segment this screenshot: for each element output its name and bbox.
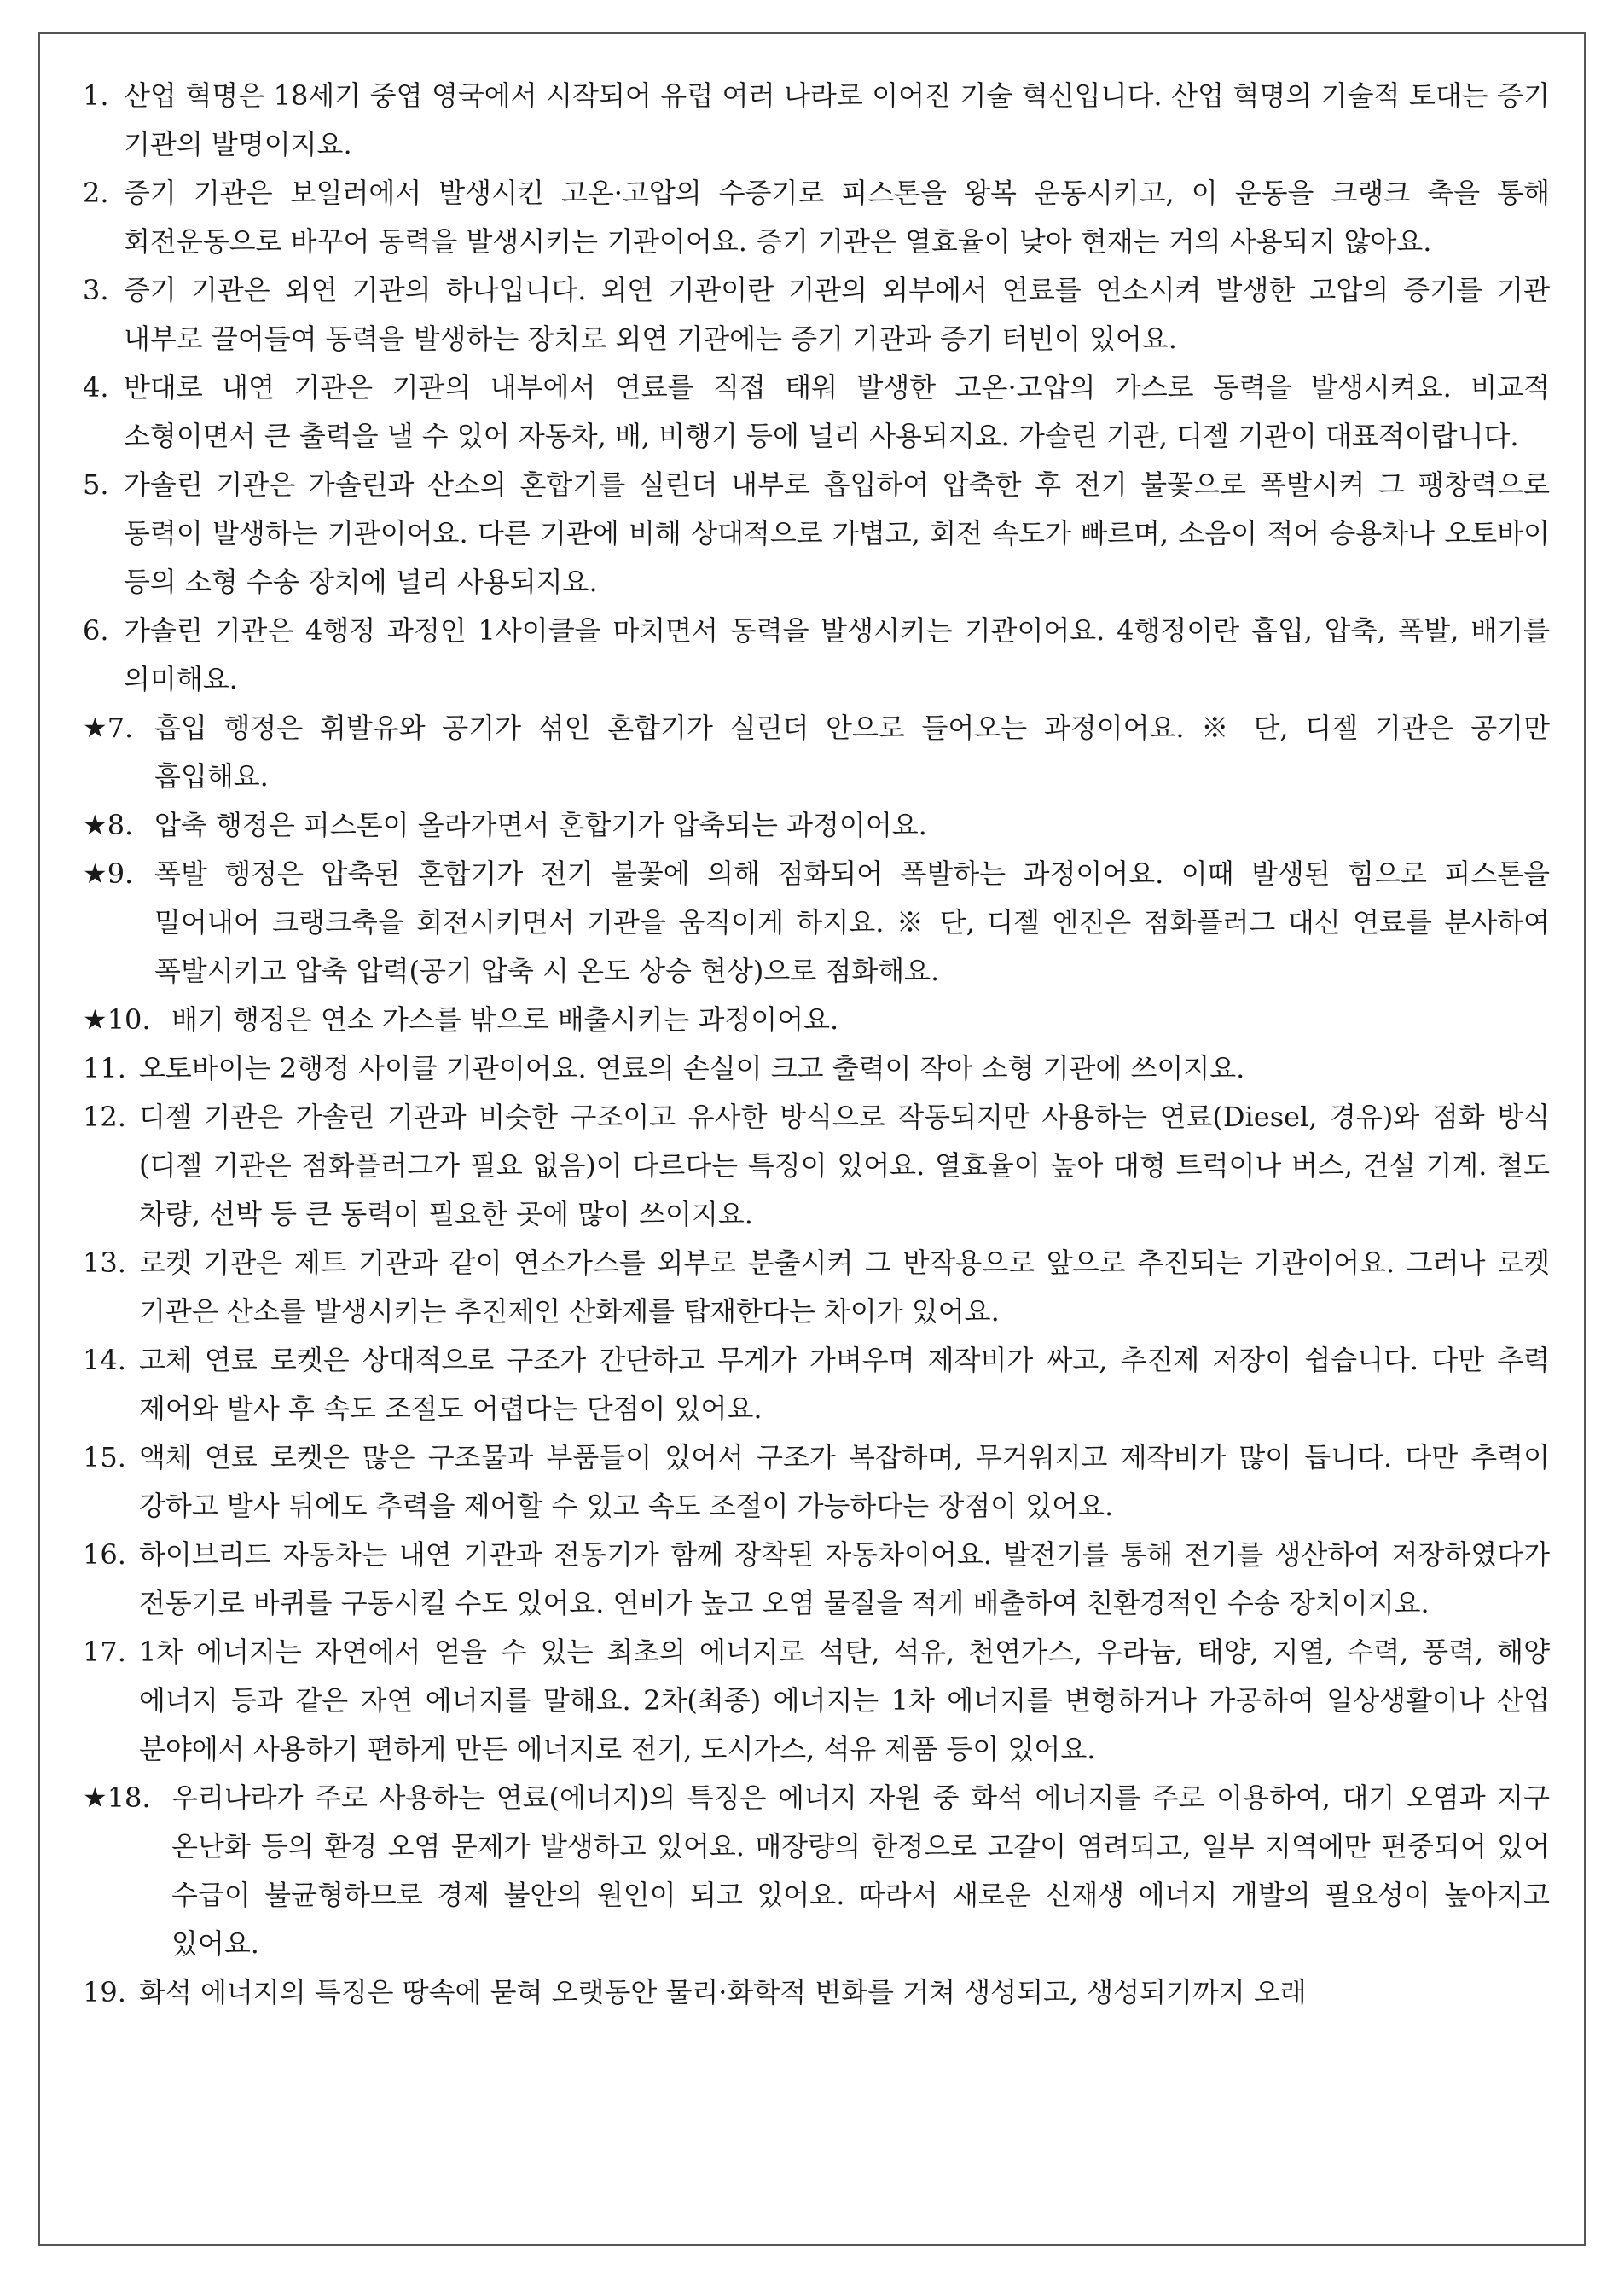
- item-number: 3.: [83, 274, 109, 306]
- starred-item-number: ★10.: [83, 1003, 151, 1036]
- item-text: 증기 기관은 보일러에서 발생시킨 고온·고압의 수증기로 피스톤을 왕복 운동시키고, 이 운동을 크랭크 축을 통해 회전운동으로 바꾸어 동력을 발생시키는 기관이어요. 증기 기관은 열효율이 낮아 현재는 거의 사용되지 않아요.: [124, 177, 1550, 258]
- item-text: 증기 기관은 외연 기관의 하나입니다. 외연 기관이란 기관의 외부에서 연료를 연소시켜 발생한 고압의 증기를 기관 내부로 끌어들여 동력을 발생하는 장치로 외연 기관에는 증기 기관과 증기 터빈이 있어요.: [124, 274, 1550, 355]
- list-item-starred: [83, 850, 1550, 996]
- list-item: [83, 72, 1550, 169]
- item-number: 17.: [83, 1636, 126, 1668]
- item-text: 압축 행정은 피스톤이 올라가면서 혼합기가 압축되는 과정이어요.: [154, 809, 927, 841]
- list-item: [83, 1336, 1550, 1433]
- item-text: 디젤 기관은 가솔린 기관과 비슷한 구조이고 유사한 방식으로 작동되지만 사용하는 연료(Diesel, 경유)와 점화 방식(디젤 기관은 점화플러그가 필요 없음)이 다르다는 특징이 있어요. 열효율이 높아 대형 트럭이나 버스, 건설 기계. 철도 차량, 선박 등 큰 동력이 필요한 곳에 많이 쓰이지요.: [139, 1101, 1551, 1230]
- item-text: 폭발 행정은 압축된 혼합기가 전기 불꽃에 의해 점화되어 폭발하는 과정이어요. 이때 발생된 힘으로 피스톤을 밀어내어 크랭크축을 회전시키면서 기관을 움직이게 하지요. ※ 단, 디젤 엔진은 점화플러그 대신 연료를 분사하여 폭발시키고 압축 압력(공기 압축 시 온도 상승 현상)으로 점화해요.: [154, 857, 1550, 987]
- list-item: [83, 266, 1550, 363]
- item-text: 흡입 행정은 휘발유와 공기가 섞인 혼합기가 실린더 안으로 들어오는 과정이어요. ※ 단, 디젤 기관은 공기만 흡입해요.: [154, 712, 1550, 793]
- item-text: 반대로 내연 기관은 기관의 내부에서 연료를 직접 태워 발생한 고온·고압의 가스로 동력을 발생시켜요. 비교적 소형이면서 큰 출력을 낼 수 있어 자동차, 배, 비행기 등에 널리 사용되지요. 가솔린 기관, 디젤 기관이 대표적이랍니다.: [124, 371, 1550, 452]
- item-text: 고체 연료 로켓은 상대적으로 구조가 간단하고 무게가 가벼우며 제작비가 싸고, 추진제 저장이 쉽습니다. 다만 추력 제어와 발사 후 속도 조절도 어렵다는 단점이 있어요.: [139, 1344, 1550, 1425]
- item-number: 6.: [83, 614, 109, 647]
- item-number: 4.: [83, 371, 109, 404]
- list-item-starred: [83, 996, 1550, 1044]
- list-item-starred: [83, 1774, 1550, 1968]
- item-text: 하이브리드 자동차는 내연 기관과 전동기가 함께 장착된 자동차이어요. 발전기를 통해 전기를 생산하여 저장하였다가 전동기로 바퀴를 구동시킬 수도 있어요. 연비가 높고 오염 물질을 적게 배출하여 친환경적인 수송 장치이지요.: [139, 1538, 1550, 1619]
- item-text: 가솔린 기관은 4행정 과정인 1사이클을 마치면서 동력을 발생시키는 기관이어요. 4행정이란 흡입, 압축, 폭발, 배기를 의미해요.: [124, 614, 1550, 695]
- list-item-starred: [83, 704, 1550, 801]
- item-text: 우리나라가 주로 사용하는 연료(에너지)의 특징은 에너지 자원 중 화석 에너지를 주로 이용하여, 대기 오염과 지구 온난화 등의 환경 오염 문제가 발생하고 있어요. 매장량의 한정으로 고갈이 염려되고, 일부 지역에만 편중되어 있어 수급이 불균형하므로 경제 불안의 원인이 되고 있어요. 따라서 새로운 신재생 에너지 개발의 필요성이 높아지고 있어요.: [171, 1781, 1550, 1960]
- list-item: [83, 1531, 1550, 1628]
- list-item: [83, 1968, 1550, 2017]
- starred-item-number: ★7.: [83, 712, 134, 744]
- item-number: 15.: [83, 1441, 126, 1473]
- item-number: 14.: [83, 1344, 126, 1376]
- list-item: [83, 1239, 1550, 1336]
- item-text: 배기 행정은 연소 가스를 밖으로 배출시키는 과정이어요.: [171, 1003, 839, 1036]
- list-item: [83, 363, 1550, 461]
- starred-item-number: ★9.: [83, 857, 134, 890]
- item-text: 액체 연료 로켓은 많은 구조물과 부품들이 있어서 구조가 복잡하며, 무거워지고 제작비가 많이 듭니다. 다만 추력이 강하고 발사 뒤에도 추력을 제어할 수 있고 속도 조절이 가능하다는 장점이 있어요.: [139, 1441, 1550, 1522]
- item-number: 16.: [83, 1538, 126, 1571]
- list-item: [83, 1628, 1550, 1774]
- item-number: 19.: [83, 1976, 126, 2008]
- note-list: [83, 72, 1550, 2017]
- list-item: [83, 1433, 1550, 1531]
- starred-item-number: ★8.: [83, 809, 134, 841]
- starred-item-number: ★18.: [83, 1781, 151, 1814]
- page-frame: [38, 32, 1586, 2246]
- item-text: 산업 혁명은 18세기 중엽 영국에서 시작되어 유럽 여러 나라로 이어진 기술 혁신입니다. 산업 혁명의 기술적 토대는 증기 기관의 발명이지요.: [124, 79, 1550, 160]
- item-text: 1차 에너지는 자연에서 얻을 수 있는 최초의 에너지로 석탄, 석유, 천연가스, 우라늄, 태양, 지열, 수력, 풍력, 해양 에너지 등과 같은 자연 에너지를 말해요. 2차(최종) 에너지는 1차 에너지를 변형하거나 가공하여 일상생활이나 산업 분야에서 사용하기 편하게 만든 에너지로 전기, 도시가스, 석유 제품 등이 있어요.: [139, 1636, 1550, 1765]
- list-item: [83, 169, 1550, 266]
- item-number: 11.: [83, 1052, 126, 1084]
- list-item: [83, 607, 1550, 704]
- item-number: 13.: [83, 1247, 126, 1279]
- item-text: 로켓 기관은 제트 기관과 같이 연소가스를 외부로 분출시켜 그 반작용으로 앞으로 추진되는 기관이어요. 그러나 로켓 기관은 산소를 발생시키는 추진제인 산화제를 탑재한다는 차이가 있어요.: [139, 1247, 1550, 1328]
- item-number: 12.: [83, 1101, 126, 1133]
- item-text: 가솔린 기관은 가솔린과 산소의 혼합기를 실린더 내부로 흡입하여 압축한 후 전기 불꽃으로 폭발시켜 그 팽창력으로 동력이 발생하는 기관이어요. 다른 기관에 비해 상대적으로 가볍고, 회전 속도가 빠르며, 소음이 적어 승용차나 오토바이 등의 소형 수송 장치에 널리 사용되지요.: [124, 468, 1550, 598]
- list-item: [83, 1093, 1550, 1239]
- list-item: [83, 461, 1550, 607]
- item-text: 오토바이는 2행정 사이클 기관이어요. 연료의 손실이 크고 출력이 작아 소형 기관에 쓰이지요.: [139, 1052, 1245, 1084]
- list-item: [83, 1044, 1550, 1093]
- item-number: 2.: [83, 177, 109, 209]
- item-number: 5.: [83, 468, 109, 501]
- list-item-starred: [83, 801, 1550, 850]
- item-text: 화석 에너지의 특징은 땅속에 묻혀 오랫동안 물리·화학적 변화를 거쳐 생성되고, 생성되기까지 오래: [139, 1976, 1307, 2008]
- item-number: 1.: [83, 79, 109, 112]
